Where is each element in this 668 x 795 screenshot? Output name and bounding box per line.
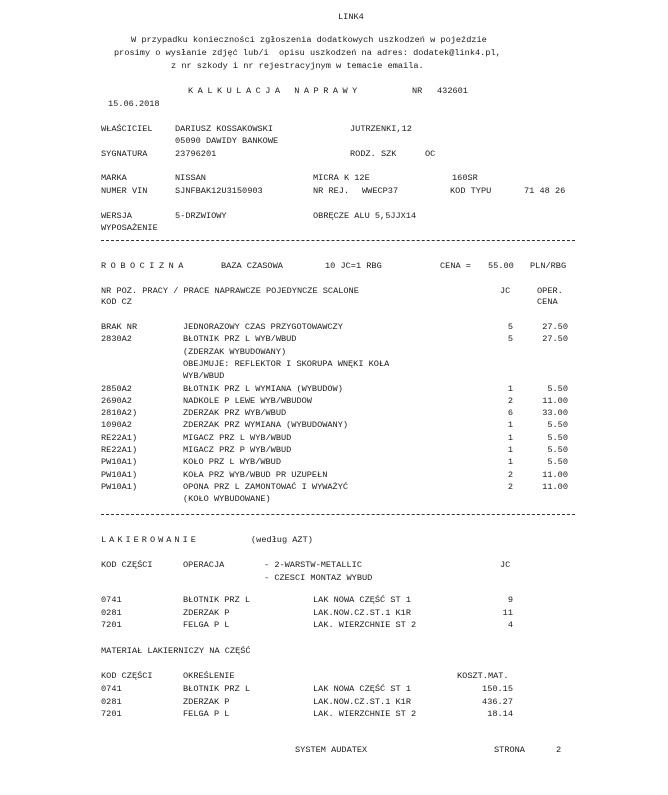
labour-price-label: CENA = bbox=[440, 261, 471, 271]
equipment-label: WYPOSAŻENIE bbox=[101, 223, 158, 233]
make-value: NISSAN bbox=[175, 173, 206, 183]
paint-row-jc: 11 bbox=[502, 607, 513, 618]
labour-row-jc: 2 bbox=[507, 395, 513, 406]
wheels-value: OBRĘCZE ALU 5,5JJX14 bbox=[313, 211, 417, 221]
labour-row-desc: ZDERZAK PRZ WYMIANA (WYBUDOWANY) bbox=[183, 420, 349, 431]
labour-row-code: 2810A2) bbox=[101, 408, 138, 419]
labour-row-desc: WYB/WBUD bbox=[183, 371, 225, 382]
calculation-nr-label: NR bbox=[412, 86, 423, 96]
material-col-desc: OKREŚLENIE bbox=[183, 671, 235, 681]
labour-row-jc: 2 bbox=[507, 469, 513, 480]
labour-col-jc: JC bbox=[500, 286, 511, 296]
separator-line bbox=[101, 514, 575, 515]
material-row-part: BŁOTNIK PRZ L bbox=[183, 684, 251, 694]
labour-row-jc: 5 bbox=[507, 322, 513, 332]
footer-page-label: STRONA bbox=[494, 745, 525, 755]
labour-row-jc: 6 bbox=[507, 408, 513, 419]
material-row-code: 0281 bbox=[101, 696, 122, 707]
registration-label: NR REJ. bbox=[313, 186, 350, 196]
registration-value: WWECP37 bbox=[362, 186, 399, 196]
labour-row-code: BRAK NR bbox=[101, 322, 138, 332]
labour-row-code: 2690A2 bbox=[101, 395, 132, 406]
labour-row-jc: 5 bbox=[507, 334, 513, 345]
material-row-operation: LAK NOWA CZĘŚĆ ST 1 bbox=[313, 684, 411, 694]
material-row-cost: 150.15 bbox=[482, 684, 513, 694]
paint-row-jc: 4 bbox=[507, 620, 513, 630]
model-code: 160SR bbox=[452, 173, 478, 183]
paint-row-code: 0741 bbox=[101, 595, 122, 605]
labour-row-desc: MIGACZ PRZ L WYB/WBUD bbox=[183, 432, 292, 443]
calculation-number: 432601 bbox=[437, 86, 468, 96]
footer-system: SYSTEM AUDATEX bbox=[295, 745, 368, 755]
calculation-date: 15.06.2018 bbox=[108, 99, 160, 109]
vin-value: SJNFBAK12U3150903 bbox=[175, 186, 263, 196]
labour-base-value: 10 JC=1 RBG bbox=[325, 261, 382, 271]
labour-row-price: 5.50 bbox=[547, 445, 568, 455]
labour-row-price: 11.00 bbox=[542, 481, 568, 492]
labour-row-price: 5.50 bbox=[547, 432, 568, 443]
notice-line-1: W przypadku konieczności zgłoszenia dodatkowych uszkodzeń w pojeździe bbox=[131, 35, 487, 45]
paint-row-operation: LAK.NOW.CZ.ST.1 K1R bbox=[313, 607, 411, 618]
labour-row-code: PW10A1) bbox=[101, 469, 138, 480]
labour-row-desc: NADKOLE P LEWE WYB/WBUDOW bbox=[183, 395, 312, 406]
labour-price-unit: PLN/RBG bbox=[530, 261, 567, 271]
paint-col-operation: OPERACJA bbox=[183, 560, 225, 570]
labour-row-desc: KOŁO PRZ L WYB/WBUD bbox=[183, 457, 281, 468]
signature-value: 23796201 bbox=[175, 149, 217, 159]
material-row-cost: 436.27 bbox=[482, 696, 513, 707]
labour-row-desc: KOŁA PRZ WYB/WBUD PR UZUPEŁN bbox=[183, 469, 328, 480]
notice-line-2: prosimy o wysłanie zdjęć lub/i opisu uszkodzeń na adres: dodatek@link4.pl, bbox=[114, 48, 501, 58]
owner-label: WŁAŚCICIEL bbox=[101, 124, 153, 134]
paint-subtitle: (według AZT) bbox=[251, 535, 313, 545]
paint-col-code: KOD CZĘŚCI bbox=[101, 560, 153, 570]
labour-title: ROBOCIZNA bbox=[101, 261, 188, 271]
labour-row-code: PW10A1) bbox=[101, 481, 138, 492]
material-col-cost: KOSZT.MAT. bbox=[457, 671, 509, 681]
labour-row-price: 27.50 bbox=[542, 322, 568, 332]
paint-row-code: 7201 bbox=[101, 620, 122, 630]
paint-operation-line-1: - 2-WARSTW-METALLIC bbox=[264, 560, 362, 570]
material-row-operation: LAK.NOW.CZ.ST.1 K1R bbox=[313, 696, 411, 707]
labour-col-header: NR POZ. PRACY / PRACE NAPRAWCZE POJEDYNCZE SCALONE bbox=[101, 286, 359, 296]
labour-row-desc: ZDERZAK PRZ WYB/WBUD bbox=[183, 408, 287, 419]
labour-row-code: 2830A2 bbox=[101, 334, 132, 345]
material-row-cost: 18.14 bbox=[487, 709, 513, 719]
labour-col-code: KOD CZ bbox=[101, 297, 132, 307]
type-code-label: KOD TYPU bbox=[450, 186, 492, 196]
labour-row-jc: 1 bbox=[507, 445, 513, 455]
labour-row-code: PW10A1) bbox=[101, 457, 138, 468]
document-title: LINK4 bbox=[338, 12, 364, 22]
labour-base-label: BAZA CZASOWA bbox=[221, 261, 283, 271]
model-value: MICRA K 12E bbox=[313, 173, 370, 183]
labour-row-price: 27.50 bbox=[542, 334, 568, 345]
labour-row-desc: OPONA PRZ L ZAMONTOWAĆ I WYWAŻYĆ bbox=[183, 481, 349, 492]
paint-row-code: 0281 bbox=[101, 607, 122, 618]
labour-row-desc: OBEJMUJE: REFLEKTOR I SKORUPA WNĘKI KOŁA bbox=[183, 358, 390, 369]
vin-label: NUMER VIN bbox=[101, 186, 148, 196]
owner-name: DARIUSZ KOSSAKOWSKI bbox=[175, 124, 273, 134]
paint-row-part: BŁOTNIK PRZ L bbox=[183, 595, 251, 605]
owner-city: 05090 DAWIDY BANKOWE bbox=[175, 136, 279, 146]
labour-row-desc: BŁOTNIK PRZ L WYMIANA (WYBUDOW) bbox=[183, 383, 343, 394]
notice-line-3: z nr szkody i nr rejestracyjnym w temacie emaila. bbox=[171, 61, 424, 71]
labour-row-desc: BŁOTNIK PRZ L WYB/WBUD bbox=[183, 334, 297, 345]
labour-row-code: RE22A1) bbox=[101, 445, 138, 455]
labour-row-price: 11.00 bbox=[542, 395, 568, 406]
paint-operation-line-2: - CZESCI MONTAZ WYBUD bbox=[264, 573, 373, 583]
labour-row-price: 5.50 bbox=[547, 457, 568, 468]
owner-street: JUTRZENKI,12 bbox=[350, 124, 412, 134]
labour-row-jc: 1 bbox=[507, 383, 513, 394]
labour-row-code: RE22A1) bbox=[101, 432, 138, 443]
paint-row-jc: 9 bbox=[507, 595, 513, 605]
calculation-label: KALKULACJA NAPRAWY bbox=[188, 86, 362, 96]
labour-col-oper: OPER. bbox=[537, 286, 563, 296]
paint-title: LAKIEROWANIE bbox=[101, 535, 199, 545]
labour-row-jc: 2 bbox=[507, 481, 513, 492]
labour-row-jc: 1 bbox=[507, 420, 513, 431]
labour-row-desc: (ZDERZAK WYBUDOWANY) bbox=[183, 346, 287, 357]
material-title: MATERIAŁ LAKIERNICZY NA CZĘŚĆ bbox=[101, 646, 251, 656]
labour-row-desc: (KOŁO WYBUDOWANE) bbox=[183, 494, 271, 505]
paint-row-operation: LAK. WIERZCHNIE ST 2 bbox=[313, 620, 417, 630]
labour-row-desc: JEDNORAZOWY CZAS PRZYGOTOWAWCZY bbox=[183, 322, 343, 332]
version-value: 5-DRZWIOWY bbox=[175, 211, 227, 221]
damage-type-value: OC bbox=[425, 149, 436, 159]
make-label: MARKA bbox=[101, 173, 127, 183]
labour-row-desc: MIGACZ PRZ P WYB/WBUD bbox=[183, 445, 292, 455]
labour-row-jc: 1 bbox=[507, 457, 513, 468]
paint-row-part: ZDERZAK P bbox=[183, 607, 230, 618]
signature-label: SYGNATURA bbox=[101, 149, 148, 159]
labour-row-price: 11.00 bbox=[542, 469, 568, 480]
material-row-part: ZDERZAK P bbox=[183, 696, 230, 707]
version-label: WERSJA bbox=[101, 211, 132, 221]
paint-row-part: FELGA P L bbox=[183, 620, 230, 630]
damage-type-label: RODZ. SZK bbox=[350, 149, 397, 159]
material-row-operation: LAK. WIERZCHNIE ST 2 bbox=[313, 709, 417, 719]
material-row-code: 0741 bbox=[101, 684, 122, 694]
labour-row-code: 2850A2 bbox=[101, 383, 132, 394]
paint-row-operation: LAK NOWA CZĘŚĆ ST 1 bbox=[313, 595, 411, 605]
paint-col-jc: JC bbox=[500, 560, 511, 570]
labour-row-price: 5.50 bbox=[547, 383, 568, 394]
type-code-value: 71 48 26 bbox=[524, 186, 566, 196]
labour-col-price: CENA bbox=[537, 297, 558, 307]
footer-page-number: 2 bbox=[556, 745, 562, 755]
separator-line bbox=[101, 240, 575, 241]
labour-row-jc: 1 bbox=[507, 432, 513, 443]
labour-price-value: 55.00 bbox=[488, 261, 514, 271]
material-col-code: KOD CZĘŚCI bbox=[101, 671, 153, 681]
material-row-code: 7201 bbox=[101, 709, 122, 719]
labour-row-price: 33.00 bbox=[542, 408, 568, 419]
labour-row-price: 5.50 bbox=[547, 420, 568, 431]
labour-row-code: 1090A2 bbox=[101, 420, 132, 431]
material-row-part: FELGA P L bbox=[183, 709, 230, 719]
